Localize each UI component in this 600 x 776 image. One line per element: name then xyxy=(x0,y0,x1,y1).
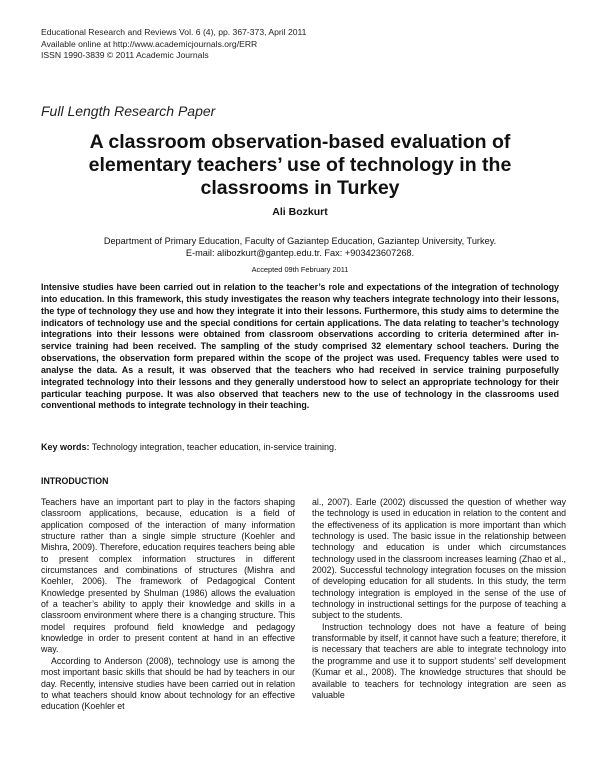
journal-citation: Educational Research and Reviews Vol. 6 (4), pp. 367-373, April 2011 xyxy=(41,27,307,37)
paragraph: Teachers have an important part to play in the factors shaping classroom applications, because, education is a field of application composed of the interaction of many information structure rather than a single simple structure (Koehler and Mishra, 2009). Therefore, education requires teachers being able to present complex information structures in different circumstances and combinations of structures (Mishra and Koehler, 2006). The framework of Pedagogical Content Knowledge presented by Shulman (1986) allows the evaluation of a teacher’s ability to apply their knowledge and skills in a classroom environment where there is a changing structure. This model requires profound field knowledge and pedagogy knowledge in order to present content at hand in an effective way. xyxy=(41,497,295,655)
affiliation-line: Department of Primary Education, Faculty of Gaziantep Education, Gaziantep University, Turkey. xyxy=(103,236,497,246)
abstract: Intensive studies have been carried out in relation to the teacher’s role and expectations of the integration of technology into education. In this framework, this study investigates the reason why teachers integrate technology into their lessons, the type of technology they use and how they integrate it into their lessons. Furthermore, this study aims to determine the indicators of technology use and the special conditions for certain applications. The data relating to teacher’s technology integrations into their lessons were obtained from classroom observations according to criteria determined after in-service training had been received. The sampling of the study comprised 32 elementary school teachers. During the observations, the observation form prepared within the scope of the project was used. Frequency tables were used to analyse the data. As a result, it was observed that the teachers who had received in service training purposefully integrated technology into their lessons and they generally understood how to select an appropriate technology for their particular teaching purpose. It was also observed that teachers new to the use of technology in the classrooms used conventional methods to integrate technology in their teaching. xyxy=(41,282,559,411)
keywords-label: Key words: xyxy=(41,442,90,452)
paragraph: According to Anderson (2008), technology use is among the most important basic skills that should be had by teachers in our day. Recently, intensive studies have been carried out in relation to what teachers should know about technology for an effective education (Koehler et xyxy=(41,655,295,712)
paragraph: Instruction technology does not have a feature of being transformable by itself, it cannot have such a feature; therefore, it is necessary that teachers are able to integrate technology into the programme and use it to support students’ self development (Kumar et al., 2008). The knowledge structures that should be available to teachers for technology integration are seen as valuable xyxy=(312,621,566,700)
author-name: Ali Bozkurt xyxy=(272,206,328,218)
accepted-date: Accepted 09th February 2011 xyxy=(251,265,349,274)
contact-line: E-mail: alibozkurt@gantep.edu.tr. Fax: +903423607268. xyxy=(185,247,415,258)
paper-title: A classroom observation-based evaluation of elementary teachers’ use of technology in the classrooms in Turkey xyxy=(88,131,512,199)
issn-copyright: ISSN 1990-3839 © 2011 Academic Journals xyxy=(41,50,209,61)
paragraph: al., 2007). Earle (2002) discussed the question of whether way the technology is used in education in relation to the content and the effectiveness of its application is more important than which technology is used. The basic issue in the relationship between technology and education is under which circumstances technology used in the classroom increases learning (Zhao et al., 2002). Successful technology integration focuses on the mission of developing education for all students. In this study, the term technology integration is employed in the sense of the use of technology in instructional settings for the purpose of teaching a subject to the students. xyxy=(312,497,566,621)
journal-meta xyxy=(41,27,306,62)
body-column-right xyxy=(312,497,566,701)
author-affiliation xyxy=(0,236,600,260)
body-column-left xyxy=(41,497,295,713)
keywords-text: Technology integration, teacher education, in-service training. xyxy=(91,442,337,452)
online-availability: Available online at http://www.academicjournals.org/ERR xyxy=(41,38,258,49)
keywords xyxy=(41,442,337,452)
article-type: Full Length Research Paper xyxy=(41,103,216,119)
section-heading: INTRODUCTION xyxy=(41,476,109,486)
